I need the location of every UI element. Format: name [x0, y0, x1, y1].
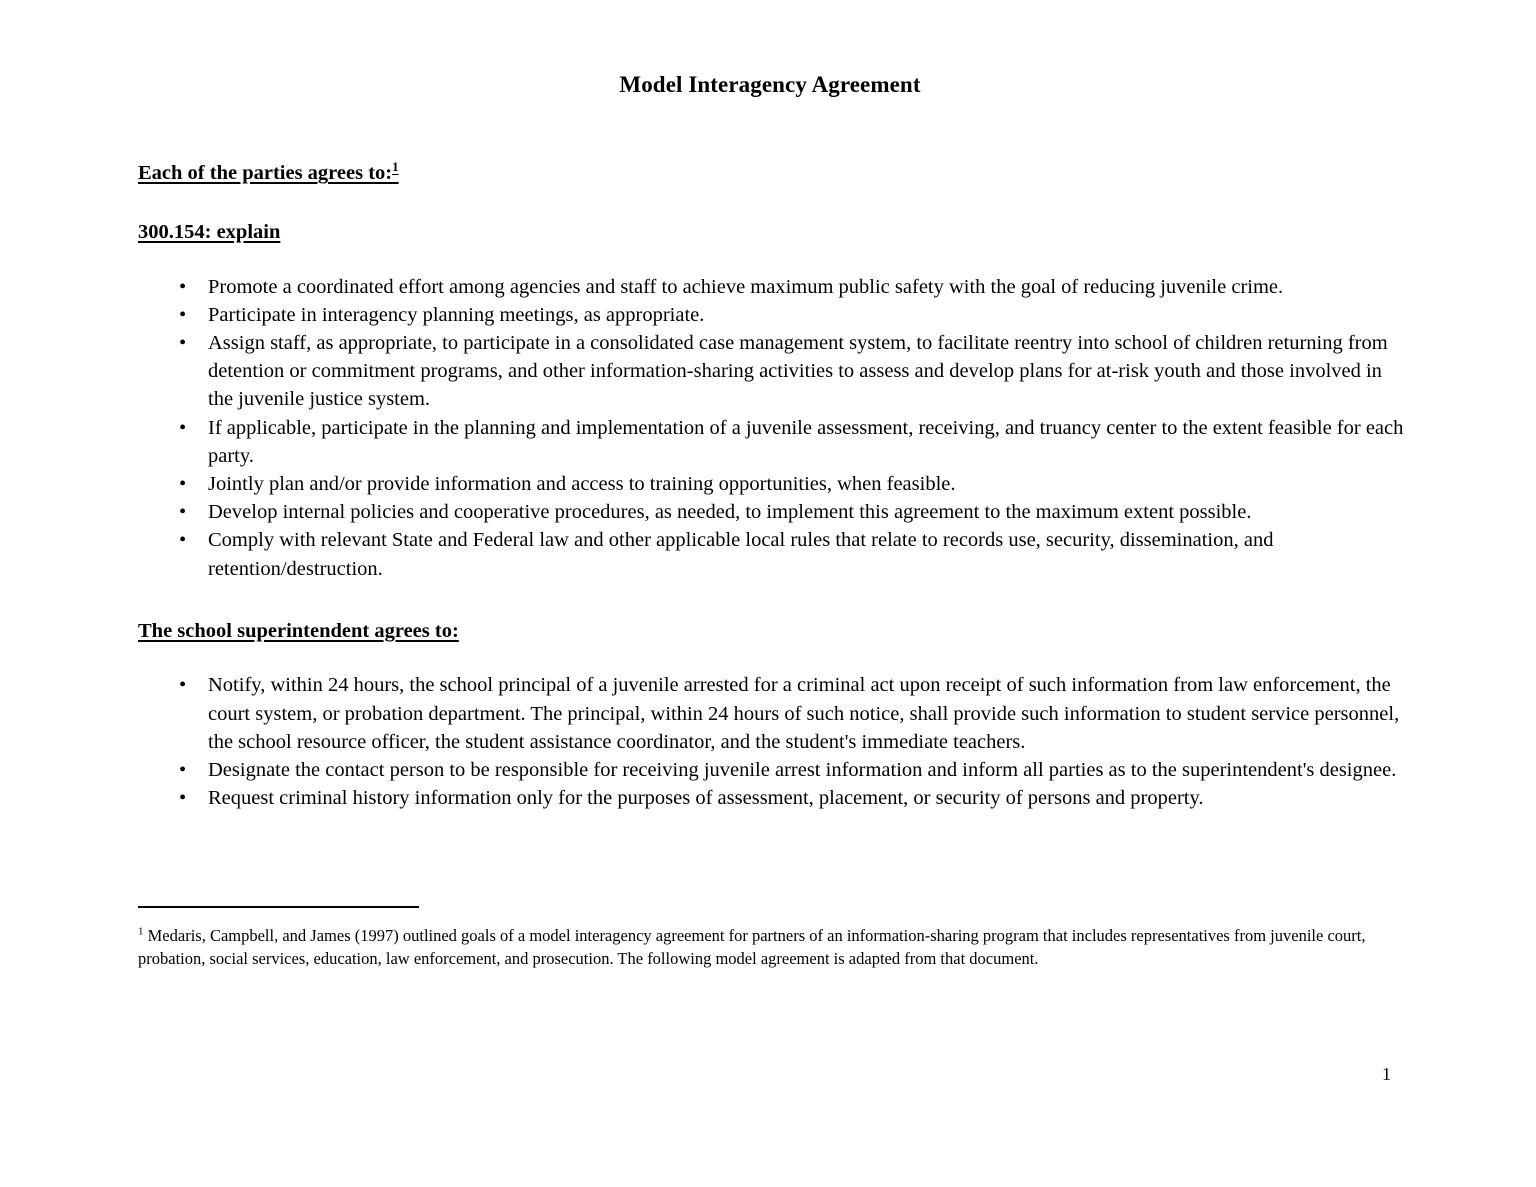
parties-agreement-list	[138, 273, 1404, 583]
footnote-body	[138, 924, 1410, 970]
list-item-text: Promote a coordinated effort among agencies and staff to achieve maximum public safety with the goal of reducing juvenile crime.	[208, 275, 1284, 298]
bullet-icon: •	[179, 674, 187, 697]
heading-each-party-agrees	[138, 161, 1402, 186]
list-item-text: Comply with relevant State and Federal law and other applicable local rules that relate to records use, security, dissemination, and retention/destruction.	[208, 529, 1274, 580]
heading-300-154-explain: 300.154: explain	[138, 221, 281, 244]
bullet-icon: •	[179, 332, 187, 355]
page-title: Model Interagency Agreement	[619, 72, 921, 97]
list-item	[138, 301, 1404, 329]
bullet-icon: •	[179, 529, 187, 552]
bullet-icon: •	[179, 501, 187, 524]
document-body	[138, 0, 1402, 812]
list-item-text: Jointly plan and/or provide information and access to training opportunities, when feasible.	[208, 473, 956, 496]
list-item-text: Notify, within 24 hours, the school principal of a juvenile arrested for a criminal act upon receipt of such information from law enforcement, the court system, or probation department. The principal, within 24 hours of such notice, shall provide such information to student service personnel, the school resource officer, the student assistance coordinator, and the student's immediate teachers.	[208, 674, 1400, 753]
bullet-icon: •	[179, 416, 187, 439]
bullet-icon: •	[179, 759, 187, 782]
list-item-text: Request criminal history information only for the purposes of assessment, placement, or security of persons and property.	[208, 787, 1204, 810]
list-item	[138, 756, 1400, 784]
page-number: 1	[1382, 1064, 1391, 1084]
superintendent-agreement-list	[138, 671, 1400, 812]
list-item	[138, 671, 1400, 756]
bullet-icon: •	[179, 303, 187, 326]
list-item	[138, 329, 1404, 414]
footnote-text: Medaris, Campbell, and James (1997) outlined goals of a model interagency agreement for partners of an information-sharing program that includes representatives from juvenile court, probation, social services, education, law enforcement, and prosecution. The following model agreement is adapted from that document.	[138, 926, 1366, 968]
heading-parties-label: Each of the parties agrees to:	[138, 162, 393, 185]
bullet-icon: •	[179, 275, 187, 298]
list-item-text: Assign staff, as appropriate, to participate in a consolidated case management system, to facilitate reentry into school of children returning from detention or commitment programs, and other information-sharing activities to assess and develop plans for at-risk youth and those involved in the juvenile justice system.	[208, 332, 1388, 411]
heading-school-superintendent-agrees: The school superintendent agrees to:	[138, 619, 459, 642]
footnote-number: 1	[138, 925, 144, 938]
list-item-text: Participate in interagency planning meetings, as appropriate.	[208, 303, 705, 326]
footnote-separator-rule	[138, 906, 419, 908]
bullet-icon: •	[179, 473, 187, 496]
footnote-section	[138, 906, 1410, 970]
list-item	[138, 526, 1404, 582]
bullet-icon: •	[179, 787, 187, 810]
list-item-text: Develop internal policies and cooperative procedures, as needed, to implement this agreement to the maximum extent possible.	[208, 501, 1252, 524]
list-item	[138, 273, 1404, 301]
footnote-reference-marker[interactable]: 1	[392, 159, 399, 175]
list-item-text: Designate the contact person to be responsible for receiving juvenile arrest information and inform all parties as to the superintendent's designee.	[208, 759, 1397, 782]
list-item	[138, 470, 1404, 498]
list-item-text: If applicable, participate in the planning and implementation of a juvenile assessment, receiving, and truancy center to the extent feasible for each party.	[208, 416, 1404, 467]
list-item	[138, 498, 1404, 526]
list-item	[138, 784, 1400, 812]
list-item	[138, 414, 1404, 470]
